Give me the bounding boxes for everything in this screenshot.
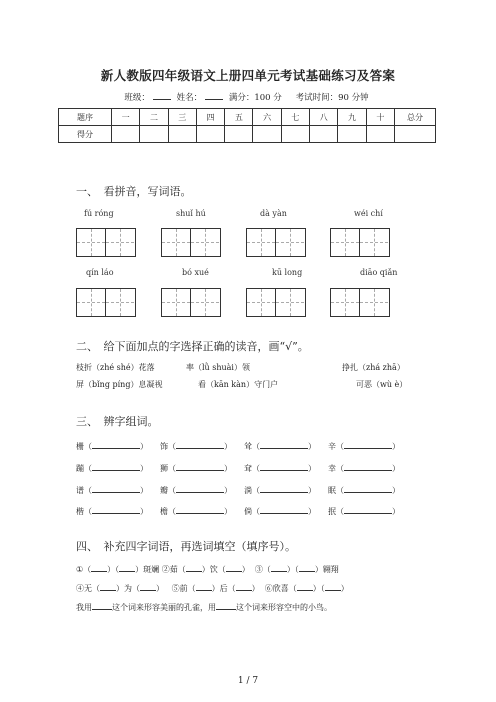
- answer-blank[interactable]: [186, 563, 202, 572]
- reading-choice[interactable]: 率（lǜ shuài）领: [186, 363, 250, 372]
- answer-blank[interactable]: [297, 582, 313, 591]
- writing-grid[interactable]: [330, 228, 390, 257]
- name-blank[interactable]: [205, 90, 223, 100]
- answer-blank[interactable]: [176, 462, 224, 471]
- section2-heading: 二、 给下面加点的字选择正确的读音，画“√”。: [76, 340, 309, 353]
- reading-choice[interactable]: 挣扎（zhá zhā）: [342, 363, 405, 372]
- answer-blank[interactable]: [325, 582, 341, 591]
- answer-blank[interactable]: [92, 440, 140, 449]
- score-cell[interactable]: [366, 126, 394, 143]
- word-item: 耸（ ）: [244, 442, 316, 451]
- writing-grid[interactable]: [161, 228, 221, 257]
- score-cell[interactable]: [112, 126, 140, 143]
- header-cell: 一: [112, 109, 140, 126]
- header-cell: 三: [168, 109, 196, 126]
- answer-blank[interactable]: [344, 484, 392, 493]
- header-cell: 总分: [395, 109, 436, 126]
- score-table-row: [59, 126, 436, 143]
- word-item: 檐（ ）: [160, 507, 232, 516]
- score-cell[interactable]: [253, 126, 281, 143]
- exam-time: 考试时间：90 分钟: [295, 93, 369, 103]
- answer-blank[interactable]: [176, 484, 224, 493]
- section1-heading: 一、 看拼音，写词语。: [76, 185, 192, 198]
- score-table: [58, 108, 436, 143]
- answer-blank[interactable]: [344, 440, 392, 449]
- answer-blank[interactable]: [176, 505, 224, 514]
- header-cell: 十: [366, 109, 394, 126]
- pinyin: shuǐ hú: [176, 209, 206, 218]
- score-cell[interactable]: [281, 126, 309, 143]
- pinyin: fú róng: [84, 209, 114, 218]
- word-item: 抿（ ）: [328, 507, 400, 516]
- reading-choice[interactable]: 看（kān kàn）守门户: [198, 380, 279, 389]
- score-cell[interactable]: [395, 126, 436, 143]
- reading-choice[interactable]: 屏（bǐng píng）息凝视: [76, 380, 163, 389]
- page-number: 1 / 7: [237, 676, 259, 686]
- score-cell[interactable]: [225, 126, 253, 143]
- class-label: 班级：: [124, 93, 150, 103]
- answer-blank[interactable]: [196, 582, 212, 591]
- header-cell: 四: [196, 109, 224, 126]
- idiom-line-2: ④无（ ）为（ ） ⑤前（ ）后（ ） ⑥欣喜（ ）（ ）: [76, 584, 349, 593]
- answer-blank[interactable]: [236, 582, 252, 591]
- word-item: 楷（ ）: [76, 507, 148, 516]
- answer-blank[interactable]: [176, 440, 224, 449]
- word-item: 辛（ ）: [328, 442, 400, 451]
- writing-grid[interactable]: [330, 288, 390, 317]
- score-cell[interactable]: [338, 126, 366, 143]
- word-item: 倘（ ）: [244, 507, 316, 516]
- pinyin: wéi chí: [354, 209, 383, 218]
- word-item: 蹦（ ）: [76, 464, 148, 473]
- writing-grid[interactable]: [76, 228, 136, 257]
- pinyin: diāo qiǎn: [360, 268, 398, 277]
- word-item: 栅（ ）: [76, 442, 148, 451]
- answer-blank[interactable]: [299, 563, 315, 572]
- header-cell: 七: [281, 109, 309, 126]
- score-cell[interactable]: [310, 126, 338, 143]
- answer-blank[interactable]: [344, 505, 392, 514]
- section4-heading: 四、 补充四字词语，再选词填空（填序号）。: [76, 540, 296, 553]
- answer-blank[interactable]: [260, 462, 308, 471]
- fill-sentence: 我用 这个词来形容美丽的孔雀，用 这个词来形容空中的小鸟。: [76, 603, 332, 612]
- pinyin: bó xué: [182, 268, 209, 277]
- answer-blank[interactable]: [119, 563, 135, 572]
- answer-blank[interactable]: [92, 484, 140, 493]
- row-label: 得分: [59, 126, 112, 143]
- answer-blank[interactable]: [260, 440, 308, 449]
- score-cell[interactable]: [168, 126, 196, 143]
- word-item: 眠（ ）: [328, 486, 400, 495]
- header-cell: 九: [338, 109, 366, 126]
- idiom-line-1: ①（ ）（ ）斑斓 ②茹（ ）饮（ ） ③（ ）（ ）翱翔: [76, 565, 339, 574]
- reading-choice[interactable]: 可恶（wù è）: [356, 380, 408, 389]
- answer-blank[interactable]: [260, 505, 308, 514]
- word-item: 淌（ ）: [244, 486, 316, 495]
- reading-choice[interactable]: 枝折（zhé shé）花落: [76, 363, 155, 372]
- pinyin: qín láo: [86, 268, 114, 277]
- answer-blank[interactable]: [344, 462, 392, 471]
- word-item: 狮（ ）: [160, 464, 232, 473]
- score-cell[interactable]: [140, 126, 168, 143]
- word-item: 耷（ ）: [244, 464, 316, 473]
- pinyin: kū long: [272, 268, 303, 277]
- answer-blank[interactable]: [271, 563, 287, 572]
- answer-blank[interactable]: [216, 601, 236, 610]
- writing-grid[interactable]: [246, 288, 306, 317]
- answer-blank[interactable]: [260, 484, 308, 493]
- full-score: 满分：100 分: [228, 93, 282, 103]
- answer-blank[interactable]: [140, 582, 156, 591]
- answer-blank[interactable]: [92, 462, 140, 471]
- page-title: 新人教版四年级语文上册四单元考试基础练习及答案: [100, 68, 396, 83]
- writing-grid[interactable]: [76, 288, 136, 317]
- score-cell[interactable]: [196, 126, 224, 143]
- header-cell: 题序: [59, 109, 112, 126]
- word-item: 谱（ ）: [76, 486, 148, 495]
- word-item: 饰（ ）: [160, 442, 232, 451]
- answer-blank[interactable]: [91, 563, 107, 572]
- header-cell: 六: [253, 109, 281, 126]
- header-cell: 二: [140, 109, 168, 126]
- name-label: 姓名：: [176, 93, 203, 103]
- score-table-header: [59, 109, 436, 126]
- header-cell: 八: [310, 109, 338, 126]
- answer-blank[interactable]: [92, 601, 112, 610]
- exam-info-line: [0, 90, 496, 103]
- section3-heading: 三、 辨字组词。: [76, 415, 159, 428]
- writing-grid[interactable]: [246, 228, 306, 257]
- answer-blank[interactable]: [100, 582, 116, 591]
- word-item: 瓣（ ）: [160, 486, 232, 495]
- header-cell: 五: [225, 109, 253, 126]
- writing-grid[interactable]: [161, 288, 221, 317]
- pinyin: dà yàn: [260, 209, 287, 218]
- class-blank[interactable]: [153, 90, 171, 100]
- word-item: 幸（ ）: [328, 464, 400, 473]
- answer-blank[interactable]: [92, 505, 140, 514]
- answer-blank[interactable]: [226, 563, 242, 572]
